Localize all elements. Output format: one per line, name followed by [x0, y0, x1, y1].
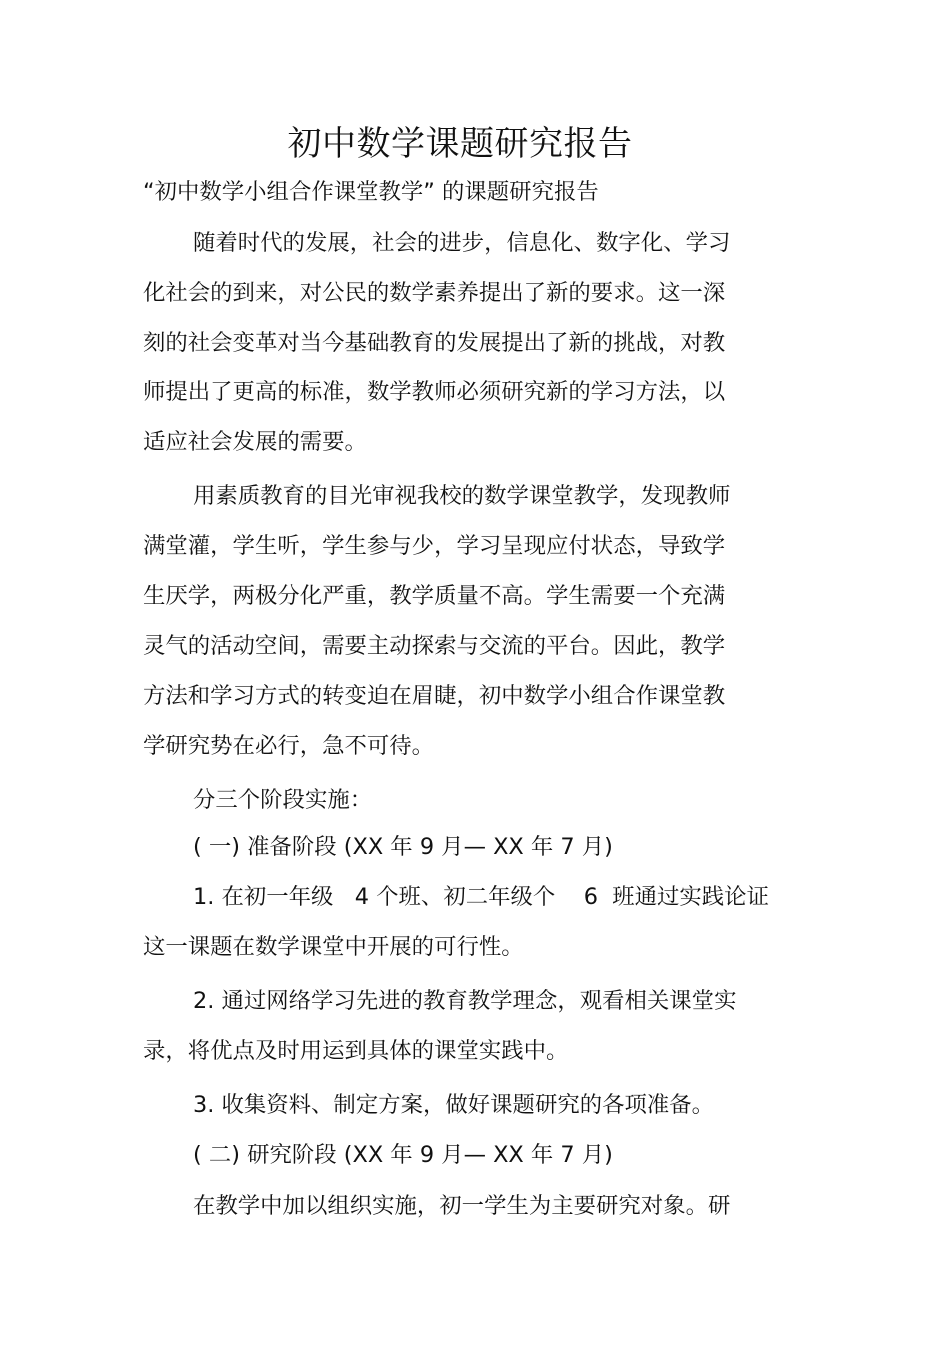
paragraph-2-line-5: 方法和学习方式的转变迫在眉睫，初中数学小组合作课堂教 — [143, 683, 726, 709]
paragraph-2-line-6: 学研究势在必行，急不可待。 — [143, 733, 435, 759]
paragraph-1-line-4: 师提出了更高的标准，数学教师必须研究新的学习方法，以 — [143, 379, 726, 405]
paragraph-2-line-1: 用素质教育的目光审视我校的数学课堂教学，发现教师 — [193, 483, 731, 509]
paragraph-2-line-4: 灵气的活动空间，需要主动探索与交流的平台。因此，教学 — [143, 633, 726, 659]
stage-1-item-1-line-2: 这一课题在数学课堂中开展的可行性。 — [143, 934, 524, 960]
paragraph-1-line-5: 适应社会发展的需要。 — [143, 429, 367, 455]
paragraph-2-line-3: 生厌学，两极分化严重，教学质量不高。学生需要一个充满 — [143, 583, 726, 609]
document-title: 初中数学课题研究报告 — [287, 124, 633, 164]
paragraph-1-line-2: 化社会的到来，对公民的数学素养提出了新的要求。这一深 — [143, 280, 726, 306]
stage-1-item-2-line-2: 录，将优点及时用运到具体的课堂实践中。 — [143, 1038, 569, 1064]
stage-1-heading: ( 一) 准备阶段 (XX 年 9 月— XX 年 7 月) — [193, 834, 613, 860]
stage-2-line-1: 在教学中加以组织实施，初一学生为主要研究对象。研 — [193, 1193, 731, 1219]
stage-1-item-1-line-1: 1. 在初一年级 4 个班、初二年级个 6 班通过实践论证 — [193, 884, 769, 910]
stage-1-item-2-line-1: 2. 通过网络学习先进的教育教学理念，观看相关课堂实 — [193, 988, 737, 1014]
paragraph-1-line-3: 刻的社会变革对当今基础教育的发展提出了新的挑战，对教 — [143, 330, 726, 356]
stages-intro: 分三个阶段实施： — [193, 787, 373, 813]
paragraph-2-line-2: 满堂灌，学生听，学生参与少，学习呈现应付状态，导致学 — [143, 533, 726, 559]
stage-1-item-3: 3. 收集资料、制定方案，做好课题研究的各项准备。 — [193, 1092, 715, 1118]
paragraph-1-line-1: 随着时代的发展，社会的进步，信息化、数字化、学习 — [193, 230, 731, 256]
stage-2-heading: ( 二) 研究阶段 (XX 年 9 月— XX 年 7 月) — [193, 1142, 613, 1168]
document-subtitle: “初中数学小组合作课堂教学” 的课题研究报告 — [143, 179, 599, 205]
